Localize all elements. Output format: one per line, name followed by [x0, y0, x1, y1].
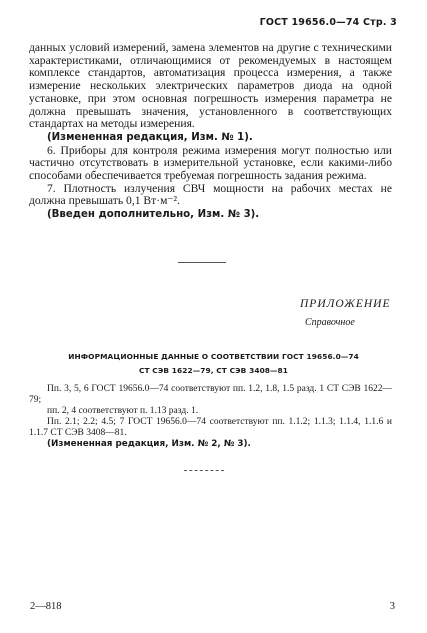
- info-heading-line-2: СТ СЭВ 1622—79, СТ СЭВ 3408—81: [138, 366, 289, 375]
- correspondence-line-2: пп. 2, 4 соответствуют п. 1.13 разд. 1.: [47, 406, 199, 416]
- amendment-note-appendix: (Измененная редакция, Изм. № 2, № 3).: [47, 439, 251, 449]
- paragraph-7: 7. Плотность излучения СВЧ мощности на рабочих местах не должна превышать 0,1 Вт·м⁻².: [29, 181, 392, 208]
- main-text: [29, 42, 392, 222]
- section-divider: [178, 262, 226, 263]
- end-divider: [184, 470, 224, 471]
- correspondence-line-1: Пп. 3, 5, 6 ГОСТ 19656.0—74 соответствуют пп. 1.2, 1.8, 1.5 разд. 1 СТ СЭВ 1622—79;: [29, 384, 392, 405]
- page-number: 3: [389, 601, 395, 612]
- paragraph-continuation: данных условий измерений, замена элементов на другие с техническими характеристиками, отличающимися от рекомендуемых в настоящем комплексе стандартов, автоматизация процесса измерения, а также измерение нескольких электрических параметров диода на одной установке, при этом основная погрешность измерения параметра не должна превышать значения, установленного в соответствующих стандартах на методы измерения.: [29, 41, 392, 131]
- appendix-title: ПРИЛОЖЕНИЕ: [300, 298, 391, 310]
- correspondence-text: [29, 384, 392, 450]
- appendix-subtitle: Справочное: [305, 317, 355, 328]
- page-header: ГОСТ 19656.0—74 Стр. 3: [259, 17, 397, 28]
- print-mark: 2—818: [30, 601, 62, 612]
- info-heading-line-1: ИНФОРМАЦИОННЫЕ ДАННЫЕ О СООТВЕТСТВИИ ГОСТ 19656.0—74: [68, 352, 359, 361]
- amendment-note-3: (Введен дополнительно, Изм. № 3).: [47, 209, 260, 221]
- amendment-note-1: (Измененная редакция, Изм. № 1).: [47, 131, 253, 143]
- paragraph-6: 6. Приборы для контроля режима измерения могут полностью или частично отсутствовать в измерительной установке, если какими-либо способами обеспечивается требуемая погрешность задания режима.: [29, 143, 392, 183]
- correspondence-line-3: Пп. 2.1; 2.2; 4.5; 7 ГОСТ 19656.0—74 соответствуют пп. 1.1.2; 1.1.3; 1.1.4, 1.1.6 и 1.1.7 СТ СЭВ 3408—81.: [29, 417, 392, 438]
- info-data-heading: [20, 350, 407, 378]
